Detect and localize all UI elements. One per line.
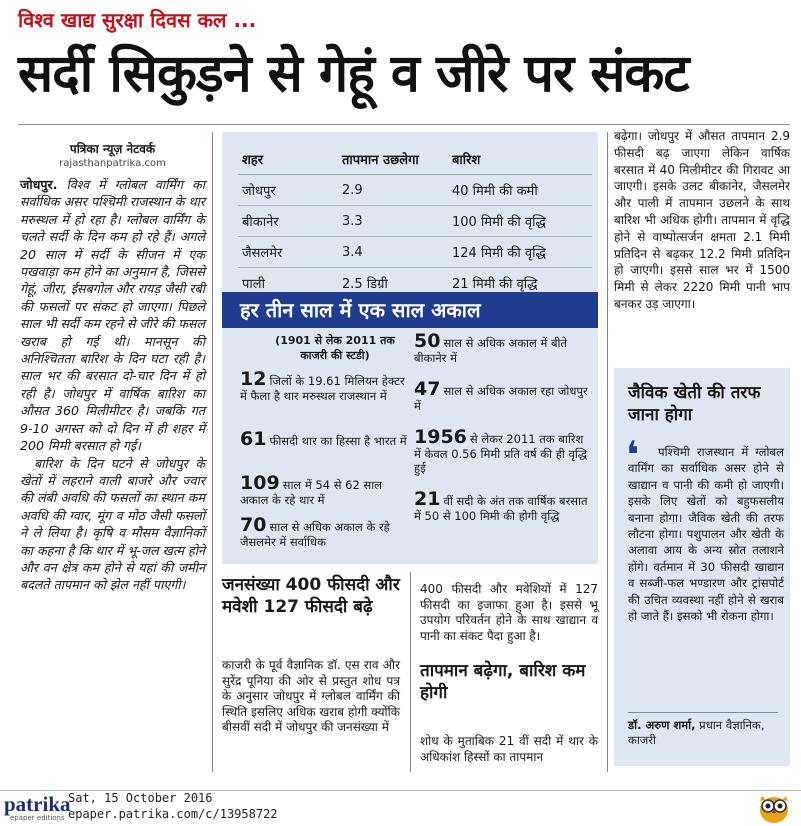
population-subheading: जनसंख्या 400 फीसदी और मवेशी 127 फीसदी बढ़े [222,575,400,617]
fact-item [240,472,408,507]
table-cell: जैसलमेर [238,237,338,268]
table-header: तापमान उछलेगा [338,146,448,175]
page-title: सर्दी सिकुड़ने से गेहूं व जीरे पर संकट [18,44,689,104]
fact-item [414,378,592,413]
table-row [238,175,592,206]
owl-icon [756,790,792,824]
website: rajasthanpatrika.com [59,158,166,169]
table-cell: बीकानेर [238,206,338,237]
table-cell: जोधपुर [238,175,338,206]
column-divider-3 [607,132,608,772]
fact-number: 109 [240,472,280,494]
epaper-link[interactable]: epaper.patrika.com/c/13958722 [68,807,278,821]
table-header-row [238,146,592,175]
table-row [238,237,592,268]
fact-text: साल से अधिक अकाल रहा जोधपुर में [414,384,588,413]
fact-item [414,488,592,523]
column-divider-2 [410,572,411,772]
organic-body: पश्चिमी राजस्थान में ग्लोबल वार्मिंग का सर्वाधिक असर होने से खाद्यान व पानी की कमी हो जाएगी। इसके लिए खेतों को बहुफसलीय बनाना होगा। जैविक खेती की तरफ लौटना होगा। पशुपालन और खेती के अलावा आय के अन्य स्रोत तलाशने होंगे। वर्तमान में 30 फीसदी खाद्यान व सब्जी-फल भण्डारण और ट्रांसपोर्ट की उचित व्यवस्था नहीं होने से खराब हो जाते हैं। इसको भी रोकना होगा। [628,445,784,624]
temperature-table [238,146,592,299]
fact-text: साल में 54 से 62 साल अकाल के रहे थार में [240,478,382,507]
organic-heading: जैविक खेती की तरफ जाना होगा [628,383,761,425]
table-cell: 2.5 डिग्री [338,268,448,299]
table-cell: 3.4 [338,237,448,268]
fact-text: वीं सदी के अंत तक वार्षिक बरसात में 50 से 100 मिमी की होगी वृद्धि [414,494,588,523]
table-cell: 21 मिमी की वृद्धि [448,268,592,299]
author-name: डॉ. अरुण शर्मा, [628,718,696,732]
population-body: काजरी के पूर्व वैज्ञानिक डॉ. एस राव और सुरेंद्र पूनिया की ओर से प्रस्तुत शोध पत्र के अनुसार जोधपुर में ग्लोबल वार्मिंग की स्थिति इसलिए अधिक खराब होगी क्योंकि बीसवीं सदी में जोधपुर की जनसंख्या में [222,658,400,735]
table-cell: 40 मिमी की कमी [448,175,592,206]
dateline: जोधपुर. [20,177,58,192]
patrika-logo: patrika [4,792,71,816]
table-header: बारिश [448,146,592,175]
fact-text: जिलों के 19.61 मिलियन हेक्टर में फैला है थार मरुस्थल राजस्थान में [240,374,405,403]
table-row [238,206,592,237]
fact-item [240,428,408,450]
header-divider [18,124,790,125]
fact-number: 21 [414,488,441,510]
footer-info [68,790,278,822]
byline: पत्रिका न्यूज़ नेटवर्क [69,142,156,156]
fact-item [414,330,592,365]
article-column-1 [20,176,205,594]
fact-number: 61 [240,428,267,450]
fact-text: से लेकर 2011 तक बारिश में केवल 0.56 मिमी प्रति वर्ष की ही वृद्धि हुई [414,432,588,475]
article-column-4: बढ़ेगा। जोधपुर में औसत तापमान 2.9 फीसदी बढ़ जाएगा लेकिन वार्षिक बरसात में 40 मिलीमीटर की गिरावट आ जाएगी। इसके उलट बीकानेर, जैसलमेर और पाली में तापमान उछलने के साथ बारिश भी अधिक होगी। तापमान में वृद्धि होने से वाष्पोत्सर्जन क्षमता 2.1 मिमी प्रतिदिन से बढ़कर 12.2 मिमी प्रतिदिन हो जाएगी। इससे साल भर में 1500 मिमी से लेकर 2220 मिमी पानी भाप बनकर उड़ जाएगा। [614,129,790,311]
fact-item [414,426,592,476]
fact-item [240,368,408,403]
study-note: (1901 से लेक 2011 तक काजरी की स्टडी) [275,334,395,362]
author-role: प्रधान वैज्ञानिक, काजरी [628,718,765,747]
population-body-continued: 400 फीसदी और मवेशियों में 127 फीसदी का इजाफा हुआ है। इससे भू उपयोग परिवर्तन होने के साथ खाद्यान व पानी का संकट पैदा हुआ है। [420,582,598,643]
col1-paragraph-1: विश्व में ग्लोबल वार्मिंग का सर्वाधिक असर पश्चिमी राजस्थान के थार मरुस्थल में हो रहा है। ग्लोबल वार्मिंग के चलते सर्दी के दिन कम हो रहे हैं। अगले 20 साल में सर्दी के सीजन में एक पखवाड़ा कम होने का अनुमान है, जिससे गेहूं, जीरा, ईसबगोल और रायड़ जैसी रबी की फसलों पर संकट हो जाएगा। पिछले साल भी सर्दी कम रहने से जीरे की फसल खराब हो गई थी। मानसून की अनिश्चितता बारिश के दिन घटा रही है। साल भर की बरसात दो-चार दिन में हो रही है। जोधपुर में वार्षिक बारिश का औसत 360 मिलीमीटर है। जबकि गत 9-10 अगस्त को दो दिन में ही शहर में 200 मिमी बरसात हो गई। [20,177,205,454]
logo-tagline: epaper editions [10,814,65,822]
edition-date: Sat, 15 October 2016 [68,791,213,805]
fact-number: 50 [414,330,441,352]
table-cell: 3.3 [338,206,448,237]
fact-text: साल से अधिक अकाल में बीते बीकानेर में [414,336,568,365]
table-cell: 100 मिमी की वृद्धि [448,206,592,237]
column-divider-1 [212,132,213,772]
fact-number: 1956 [414,426,467,448]
col1-paragraph-2: बारिश के दिन घटने से जोधपुर के खेतों में लहराने वाली बाजरे और ज्वार की लंबी अवधि की फसलों का स्थान कम अवधि की ग्वार, मूंग व मोठ जैसी फसलों ने ले लिया है। कृषि व मौसम वैज्ञानिकों का कहना है कि थार में भू-जल खत्म होने और वन क्षेत्र कम होने से यहां की जमीन बदलते तापमान को झेल नहीं पाएगी। [20,455,205,593]
table-cell: 124 मिमी की वृद्धि [448,237,592,268]
author-divider [628,712,778,713]
fact-number: 47 [414,378,441,400]
famine-banner: हर तीन साल में एक साल अकाल [222,292,598,328]
kicker-headline: विश्व खाद्य सुरक्षा दिवस कल ... [18,8,257,32]
fact-item [240,514,408,549]
temperature-subheading: तापमान बढ़ेगा, बारिश कम होगी [420,661,586,703]
fact-number: 12 [240,368,267,390]
author-credit [628,718,788,748]
table-header: शहर [238,146,338,175]
table-cell: पाली [238,268,338,299]
quote-icon: ❛ [626,433,640,477]
table-cell: 2.9 [338,175,448,206]
fact-text: फीसदी थार का हिस्सा है भारत में [269,434,407,448]
temperature-body: शोध के मुताबिक 21 वीं सदी में थार के अधिकांश हिस्सों का तापमान [420,734,598,764]
fact-text: साल से अधिक अकाल के रहे जैसलमेर में सर्वाधिक [240,520,390,549]
fact-number: 70 [240,514,267,536]
